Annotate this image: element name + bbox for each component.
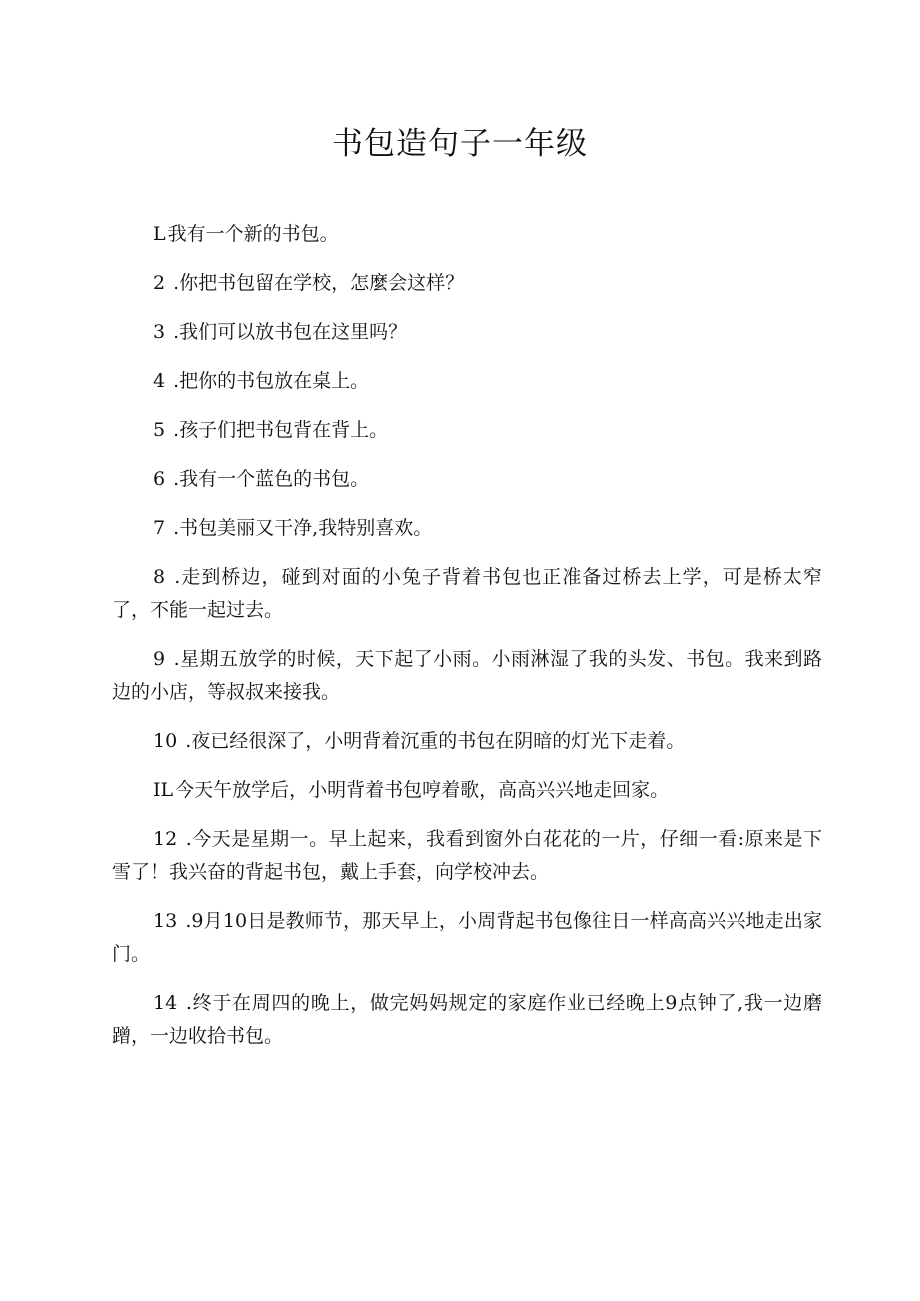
item-text: .今天是星期一。早上起来，我看到窗外白花花的一片，仔细一看:原来是下雪了！我兴奋的背起书包，戴上手套，向学校冲去。	[112, 828, 822, 883]
list-item	[112, 643, 822, 709]
item-text: .夜已经很深了，小明背着沉重的书包在阴暗的灯光下走着。	[179, 730, 686, 752]
item-number: 13	[153, 910, 178, 932]
item-number: 2	[153, 272, 166, 294]
item-number: 9	[153, 648, 166, 670]
item-number: 10	[153, 730, 178, 752]
item-text: .书包美丽又干净,我特别喜欢。	[167, 517, 433, 539]
item-number: 5	[153, 419, 166, 441]
page-title: 书包造句子一年级	[332, 126, 588, 162]
item-number: 14	[153, 992, 178, 1014]
list-item	[112, 512, 822, 545]
document-body	[112, 218, 822, 1069]
list-item	[112, 823, 822, 889]
item-text: .9月10日是教师节，那天早上，小周背起书包像往日一样高高兴兴地走出家门。	[112, 910, 822, 965]
item-text: .我们可以放书包在这里吗？	[167, 321, 408, 343]
item-text: 我有一个新的书包。	[167, 223, 339, 245]
list-item	[112, 987, 822, 1053]
item-text: .我有一个蓝色的书包。	[167, 468, 370, 490]
item-number: 4	[153, 370, 166, 392]
list-item	[112, 463, 822, 496]
item-text: .孩子们把书包背在背上。	[167, 419, 389, 441]
list-item	[112, 267, 822, 300]
item-text: .你把书包留在学校，怎麼会这样？	[167, 272, 465, 294]
item-number: 12	[153, 828, 178, 850]
item-text: .把你的书包放在桌上。	[167, 370, 370, 392]
item-number: 6	[153, 468, 166, 490]
item-number: L	[153, 223, 166, 245]
list-item	[112, 774, 822, 807]
list-item	[112, 414, 822, 447]
item-text: .星期五放学的时候，天下起了小雨。小雨淋湿了我的头发、书包。我来到路边的小店，等叔叔来接我。	[112, 648, 822, 703]
list-item	[112, 316, 822, 349]
list-item	[112, 905, 822, 971]
item-text: 今天午放学后，小明背着书包哼着歌，高高兴兴地走回家。	[175, 779, 670, 801]
item-text: .终于在周四的晚上，做完妈妈规定的家庭作业已经晚上9点钟了,我一边磨蹭，一边收拾书包。	[112, 992, 822, 1047]
item-number: 3	[153, 321, 166, 343]
item-text: .走到桥边，碰到对面的小兔子背着书包也正准备过桥去上学，可是桥太窄了，不能一起过去。	[112, 566, 822, 621]
list-item	[112, 218, 822, 251]
item-number: 7	[153, 517, 166, 539]
item-number: 8	[153, 566, 166, 588]
item-number: IL	[153, 779, 174, 801]
list-item	[112, 561, 822, 627]
list-item	[112, 725, 822, 758]
list-item	[112, 365, 822, 398]
